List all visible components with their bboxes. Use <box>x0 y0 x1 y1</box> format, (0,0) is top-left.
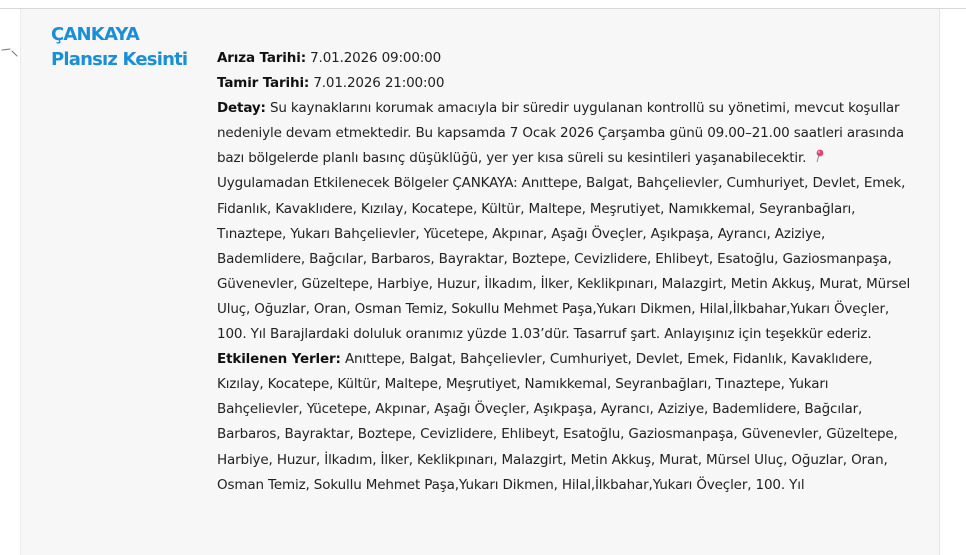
detail-row <box>217 96 917 171</box>
outage-type: Plansız Kesinti <box>51 49 188 70</box>
fault-date-label: Arıza Tarihi: <box>217 50 306 66</box>
affected-places: Anıttepe, Balgat, Bahçelievler, Cumhuriyet, Devlet, Emek, Fidanlık, Kavaklıdere, Kızılay, Kocatepe, Kültür, Maltepe, Meşrutiyet, Namıkkemal, Seyranbağları, Tınaztepe, Yukarı Bahçelievler, Yücetepe, Akpınar, Aşağı Öveçler, Aşıkpaşa, Ayrancı, Aziziye, Bademlidere, Bağcılar, Barbaros, Bayraktar, Boztepe, Cevizlidere, Ehlibeyt, Esatoğlu, Gaziosmanpaşa, Güvenevler, Güzeltepe, Harbiye, Huzur, İlkadım, İlker, Keklikpınarı, Malazgirt, Metin Akkuş, Murat, Mürsel Uluç, Oğuzlar, Oran, Osman Temiz, Sokullu Mehmet Paşa,Yukarı Dikmen, Hilal,İlkbahar,Yukarı Öveçler, 100. Yıl <box>217 351 898 493</box>
outage-details <box>217 46 917 498</box>
repair-date-value: 7.01.2026 21:00:00 <box>313 75 445 92</box>
cursor-mark-icon <box>1 46 19 58</box>
district-name: ÇANKAYA <box>51 24 140 45</box>
pushpin-icon <box>814 147 826 161</box>
repair-date-row <box>217 71 917 96</box>
detail-text: Su kaynaklarını korumak amacıyla bir süredir uygulanan kontrollü su yönetimi, mevcut koşullar nedeniyle devam etmektedir. Bu kapsamda 7 Ocak 2026 Çarşamba günü 09.00–21.00 saatleri arasında bazı bölgelerde planlı basınç düşüklüğü, yer yer kısa süreli su kesintileri yaşanabilecektir. <box>217 100 904 167</box>
repair-date-label: Tamir Tarihi: <box>217 75 310 92</box>
affected-label: Etkilenen Yerler: <box>217 351 341 368</box>
fault-date-value: 7.01.2026 09:00:00 <box>310 50 442 66</box>
district-heading <box>51 22 201 72</box>
detail-label: Detay: <box>217 100 266 117</box>
fault-date-row <box>217 46 917 71</box>
affected-row <box>217 347 917 498</box>
detail-regions: Uygulamadan Etkilenecek Bölgeler ÇANKAYA: Anıttepe, Balgat, Bahçelievler, Cumhuriyet, Devlet, Emek, Fidanlık, Kavaklıdere, Kızılay, Kocatepe, Kültür, Maltepe, Meşrutiyet, Namıkkemal, Seyranbağları, Tınaztepe, Yukarı Bahçelievler, Yücetepe, Akpınar, Aşağı Öveçler, Aşıkpaşa, Ayrancı, Aziziye, Bademlidere, Bağcılar, Barbaros, Bayraktar, Boztepe, Cevizlidere, Ehlibeyt, Esatoğlu, Gaziosmanpaşa, Güvenevler, Güzeltepe, Harbiye, Huzur, İlkadım, İlker, Keklikpınarı, Malazgirt, Metin Akkuş, Murat, Mürsel Uluç, Oğuzlar, Oran, Osman Temiz, Sokullu Mehmet Paşa,Yukarı Dikmen, Hilal,İlkbahar,Yukarı Öveçler, 100. Yıl Barajlardaki doluluk oranımız yüzde 1.03’dür. Tasarruf şart. Anlayışınız için teşekkür ederiz. <box>217 175 911 343</box>
